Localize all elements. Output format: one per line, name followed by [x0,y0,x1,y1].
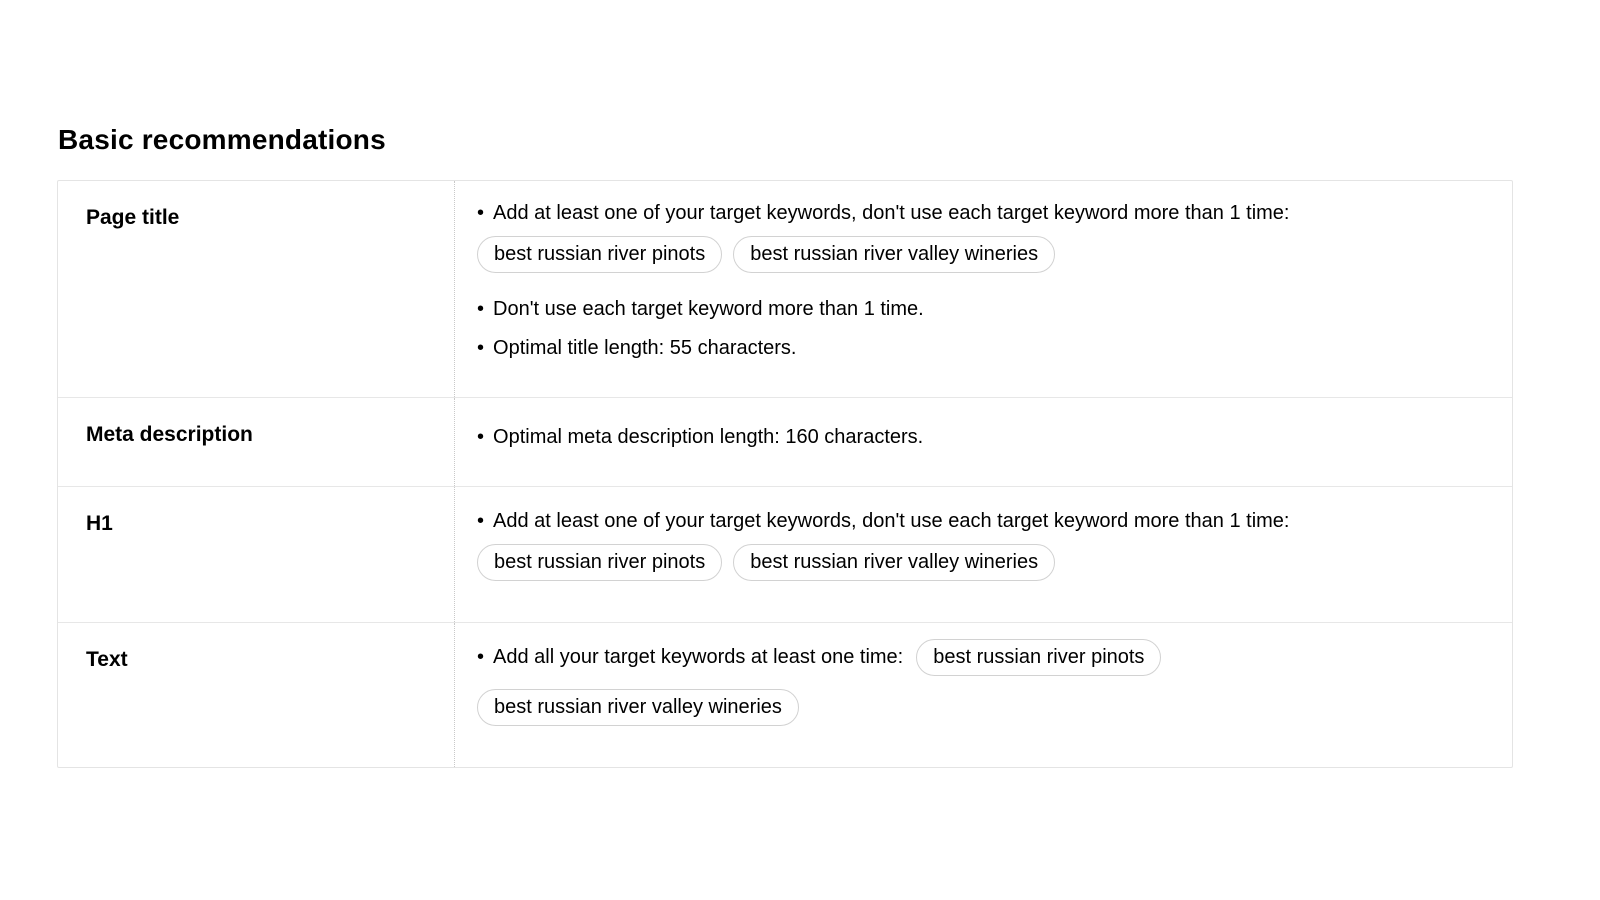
recommendation-text: • Add all your target keywords at least one time: [493,646,904,668]
row-label-page-title: Page title [58,181,455,397]
keyword-pill: best russian river pinots [477,544,722,581]
keyword-pill: best russian river pinots [477,236,722,273]
row-content-page-title [455,181,1512,397]
recommendation-item [477,337,1482,360]
recommendation-item [477,510,1482,533]
keyword-pill-row [477,689,1482,726]
recommendation-item [477,426,1482,449]
table-row-page-title [58,181,1512,397]
table-row-meta-description [58,397,1512,486]
recommendation-text: • Optimal meta description length: 160 characters. [493,426,924,448]
row-label-h1: H1 [58,487,455,622]
recommendation-text: • Add at least one of your target keywords, don't use each target keyword more than 1 time: [493,202,1290,224]
table-row-h1 [58,486,1512,622]
recommendation-item [477,202,1482,225]
keyword-pill-row [477,236,1482,273]
keyword-pill: best russian river valley wineries [477,689,799,726]
recommendation-item [477,298,1482,321]
recommendation-text: • Add at least one of your target keywords, don't use each target keyword more than 1 time: [493,510,1290,532]
section-heading: Basic recommendations [58,124,386,155]
row-content-h1 [455,487,1512,622]
keyword-pill-row [477,544,1482,581]
recommendation-text: • Optimal title length: 55 characters. [493,337,797,359]
keyword-pill: best russian river pinots [916,639,1161,676]
row-label-text: Text [58,623,455,767]
row-content-meta-description [455,398,1512,486]
recommendation-text: • Don't use each target keyword more than 1 time. [493,298,924,320]
keyword-pill: best russian river valley wineries [733,544,1055,581]
table-row-text [58,622,1512,767]
row-label-meta-description: Meta description [58,398,455,486]
recommendations-table [57,180,1513,768]
row-content-text [455,623,1512,767]
recommendation-item [477,639,1482,676]
keyword-pill: best russian river valley wineries [733,236,1055,273]
